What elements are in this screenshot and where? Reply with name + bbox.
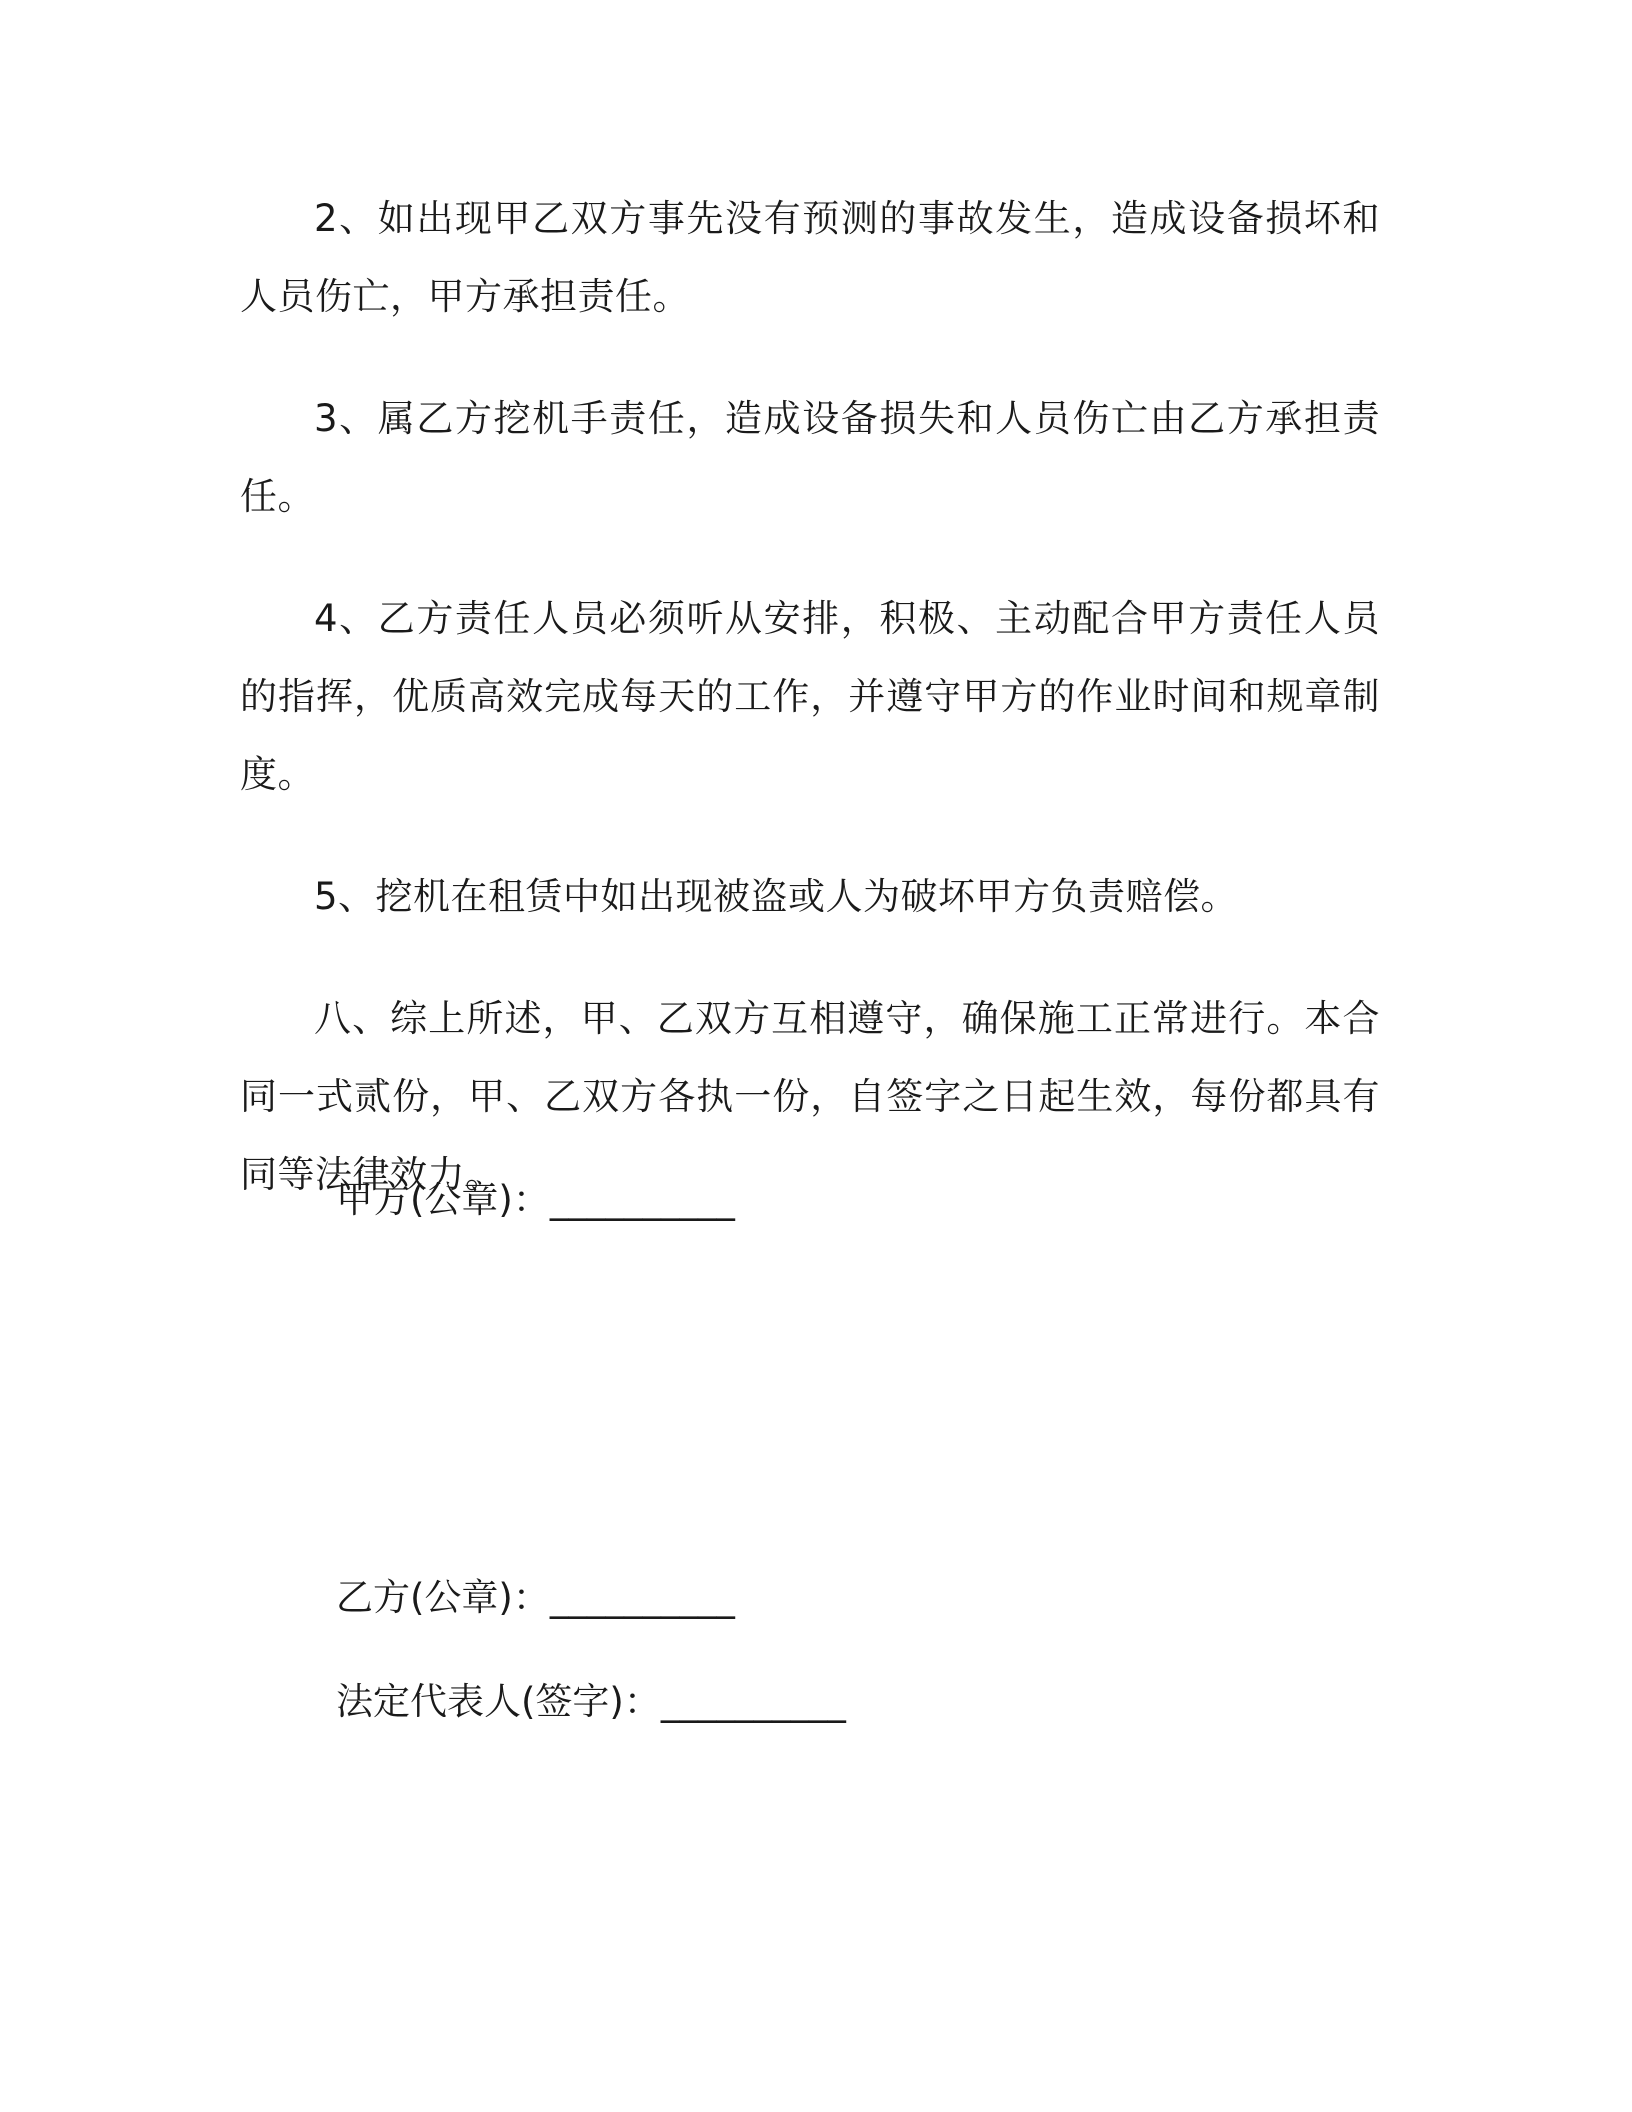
party-a-signature-line: 甲方(公章)：__________ — [336, 1178, 735, 1221]
legal-representative-signature-line: 法定代表人(签字)：__________ — [336, 1680, 846, 1723]
clause-5: 5、挖机在租赁中如出现被盗或人为破坏甲方负责赔偿。 — [314, 875, 1239, 918]
clause-4: 4、乙方责任人员必须听从安排，积极、主动配合甲方责任人员的指挥，优质高效完成每天的工作，并遵守甲方的作业时间和规章制度。 — [240, 597, 1380, 796]
party-b-signature-line: 乙方(公章)：__________ — [336, 1576, 735, 1619]
clause-2: 2、如出现甲乙双方事先没有预测的事故发生，造成设备损坏和人员伤亡，甲方承担责任。 — [240, 197, 1380, 318]
clause-3: 3、属乙方挖机手责任，造成设备损失和人员伤亡由乙方承担责任。 — [240, 397, 1380, 518]
section-eight: 八、综上所述，甲、乙双方互相遵守，确保施工正常进行。本合同一式贰份，甲、乙双方各执一份，自签字之日起生效，每份都具有同等法律效力。 — [240, 997, 1380, 1196]
document-body — [240, 180, 1380, 1258]
